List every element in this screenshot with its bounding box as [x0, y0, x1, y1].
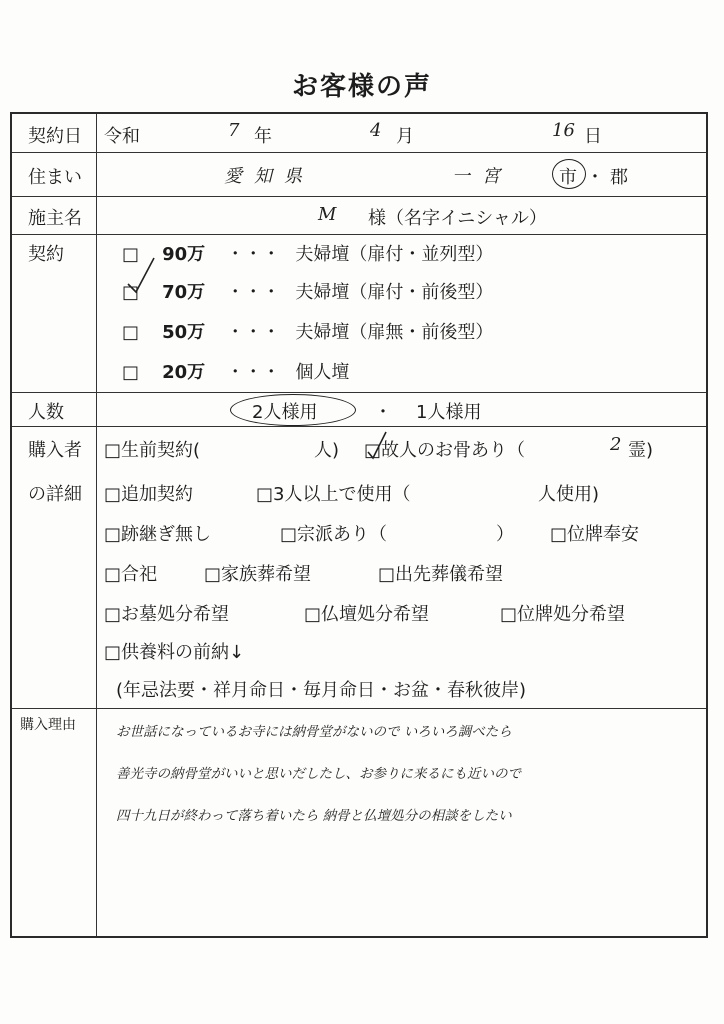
row-divider [12, 234, 706, 235]
detail-deceased-close: 霊) [628, 440, 654, 461]
date-year-unit: 年 [254, 126, 272, 147]
residence-city: 一宮 [452, 166, 512, 187]
client-suffix: 様（名字イニシャル） [368, 208, 547, 229]
count-option-2: 2人様用 [252, 402, 318, 423]
label-contract: 契約 [28, 244, 64, 265]
count-separator: ・ [374, 402, 392, 423]
detail-tablet-keep[interactable]: □位牌奉安 [550, 524, 640, 545]
checkbox[interactable]: □ [122, 322, 140, 343]
detail-three-plus[interactable]: □3人以上で使用（ [256, 484, 411, 505]
detail-joint-burial[interactable]: □合祀 [104, 564, 158, 585]
option-desc: 夫婦壇（扉付・並列型） [295, 244, 494, 265]
option-price: 20万 [162, 362, 206, 383]
date-day: 16 [552, 120, 575, 141]
page-title: お客様の声 [291, 72, 432, 102]
detail-altar-disposal[interactable]: □仏壇処分希望 [304, 604, 430, 625]
option-desc: 夫婦壇（扉付・前後型） [295, 282, 494, 303]
residence-city-option: 市 [559, 167, 577, 188]
option-price: 50万 [162, 322, 206, 343]
reason-line: 四十九日が終わって落ち着いたら 納骨と仏壇処分の相談をしたい [116, 808, 512, 824]
residence-separator: ・ [586, 167, 604, 188]
detail-memorial-list: (年忌法要・祥月命日・毎月命日・お盆・春秋彼岸) [116, 680, 527, 701]
residence-prefecture: 愛知県 [224, 166, 314, 187]
row-divider [12, 392, 706, 393]
count-option-1: 1人様用 [416, 402, 482, 423]
checkbox[interactable]: □ [122, 282, 140, 303]
option-dots: ・・・ [226, 362, 281, 383]
detail-prepay-offering[interactable]: □供養料の前納↓ [104, 642, 245, 663]
detail-sect[interactable]: □宗派あり（ [280, 524, 388, 545]
date-day-unit: 日 [584, 126, 602, 147]
option-price: 90万 [162, 244, 206, 265]
detail-tablet-disposal[interactable]: □位牌処分希望 [500, 604, 626, 625]
row-divider [12, 196, 706, 197]
label-buyer-line1: 購入者 [28, 440, 82, 461]
residence-county-option: 郡 [610, 167, 628, 188]
row-divider [12, 708, 706, 709]
reason-line: 善光寺の納骨堂がいいと思いだしたし、お参りに来るにも近いので [116, 766, 521, 782]
detail-offsite-funeral[interactable]: □出先葬儀希望 [378, 564, 504, 585]
row-divider [12, 426, 706, 427]
date-era: 令和 [104, 126, 140, 147]
label-column-divider [96, 114, 97, 936]
detail-family-funeral[interactable]: □家族葬希望 [204, 564, 312, 585]
detail-pre-contract-close: 人) [314, 440, 340, 461]
date-year: 7 [228, 120, 240, 141]
option-desc: 夫婦壇（扉無・前後型） [295, 322, 494, 343]
detail-sect-close: ） [496, 524, 514, 545]
date-month-unit: 月 [396, 126, 414, 147]
detail-pre-contract[interactable]: □生前契約( [104, 440, 201, 461]
option-dots: ・・・ [226, 282, 281, 303]
checkbox[interactable]: □ [122, 244, 140, 265]
row-divider [12, 152, 706, 153]
label-count: 人数 [28, 402, 64, 423]
reason-line: お世話になっているお寺には納骨堂がないので いろいろ調べたら [116, 724, 512, 740]
client-initial: M [318, 204, 337, 225]
label-buyer-line2: の詳細 [28, 484, 82, 505]
contract-option [122, 240, 493, 266]
detail-additional[interactable]: □追加契約 [104, 484, 194, 505]
date-month: 4 [370, 120, 382, 141]
label-reason: 購入理由 [20, 717, 76, 733]
checkbox[interactable]: □ [122, 362, 140, 383]
detail-three-plus-close: 人使用) [538, 484, 600, 505]
label-residence: 住まい [28, 167, 82, 188]
option-price: 70万 [162, 282, 206, 303]
voice-form [10, 112, 708, 938]
detail-no-successor[interactable]: □跡継ぎ無し [104, 524, 212, 545]
detail-deceased-remains[interactable]: □故人のお骨あり（ [364, 440, 526, 461]
contract-option [122, 278, 493, 304]
contract-option [122, 318, 493, 344]
detail-deceased-count: 2 [610, 434, 622, 455]
option-dots: ・・・ [226, 244, 281, 265]
check-mark-icon [120, 254, 160, 298]
label-contract-date: 契約日 [28, 126, 82, 147]
detail-grave-disposal[interactable]: □お墓処分希望 [104, 604, 230, 625]
contract-option [122, 358, 349, 384]
check-mark-icon [364, 430, 390, 462]
label-client: 施主名 [28, 208, 82, 229]
option-dots: ・・・ [226, 322, 281, 343]
option-desc: 個人壇 [295, 362, 350, 383]
